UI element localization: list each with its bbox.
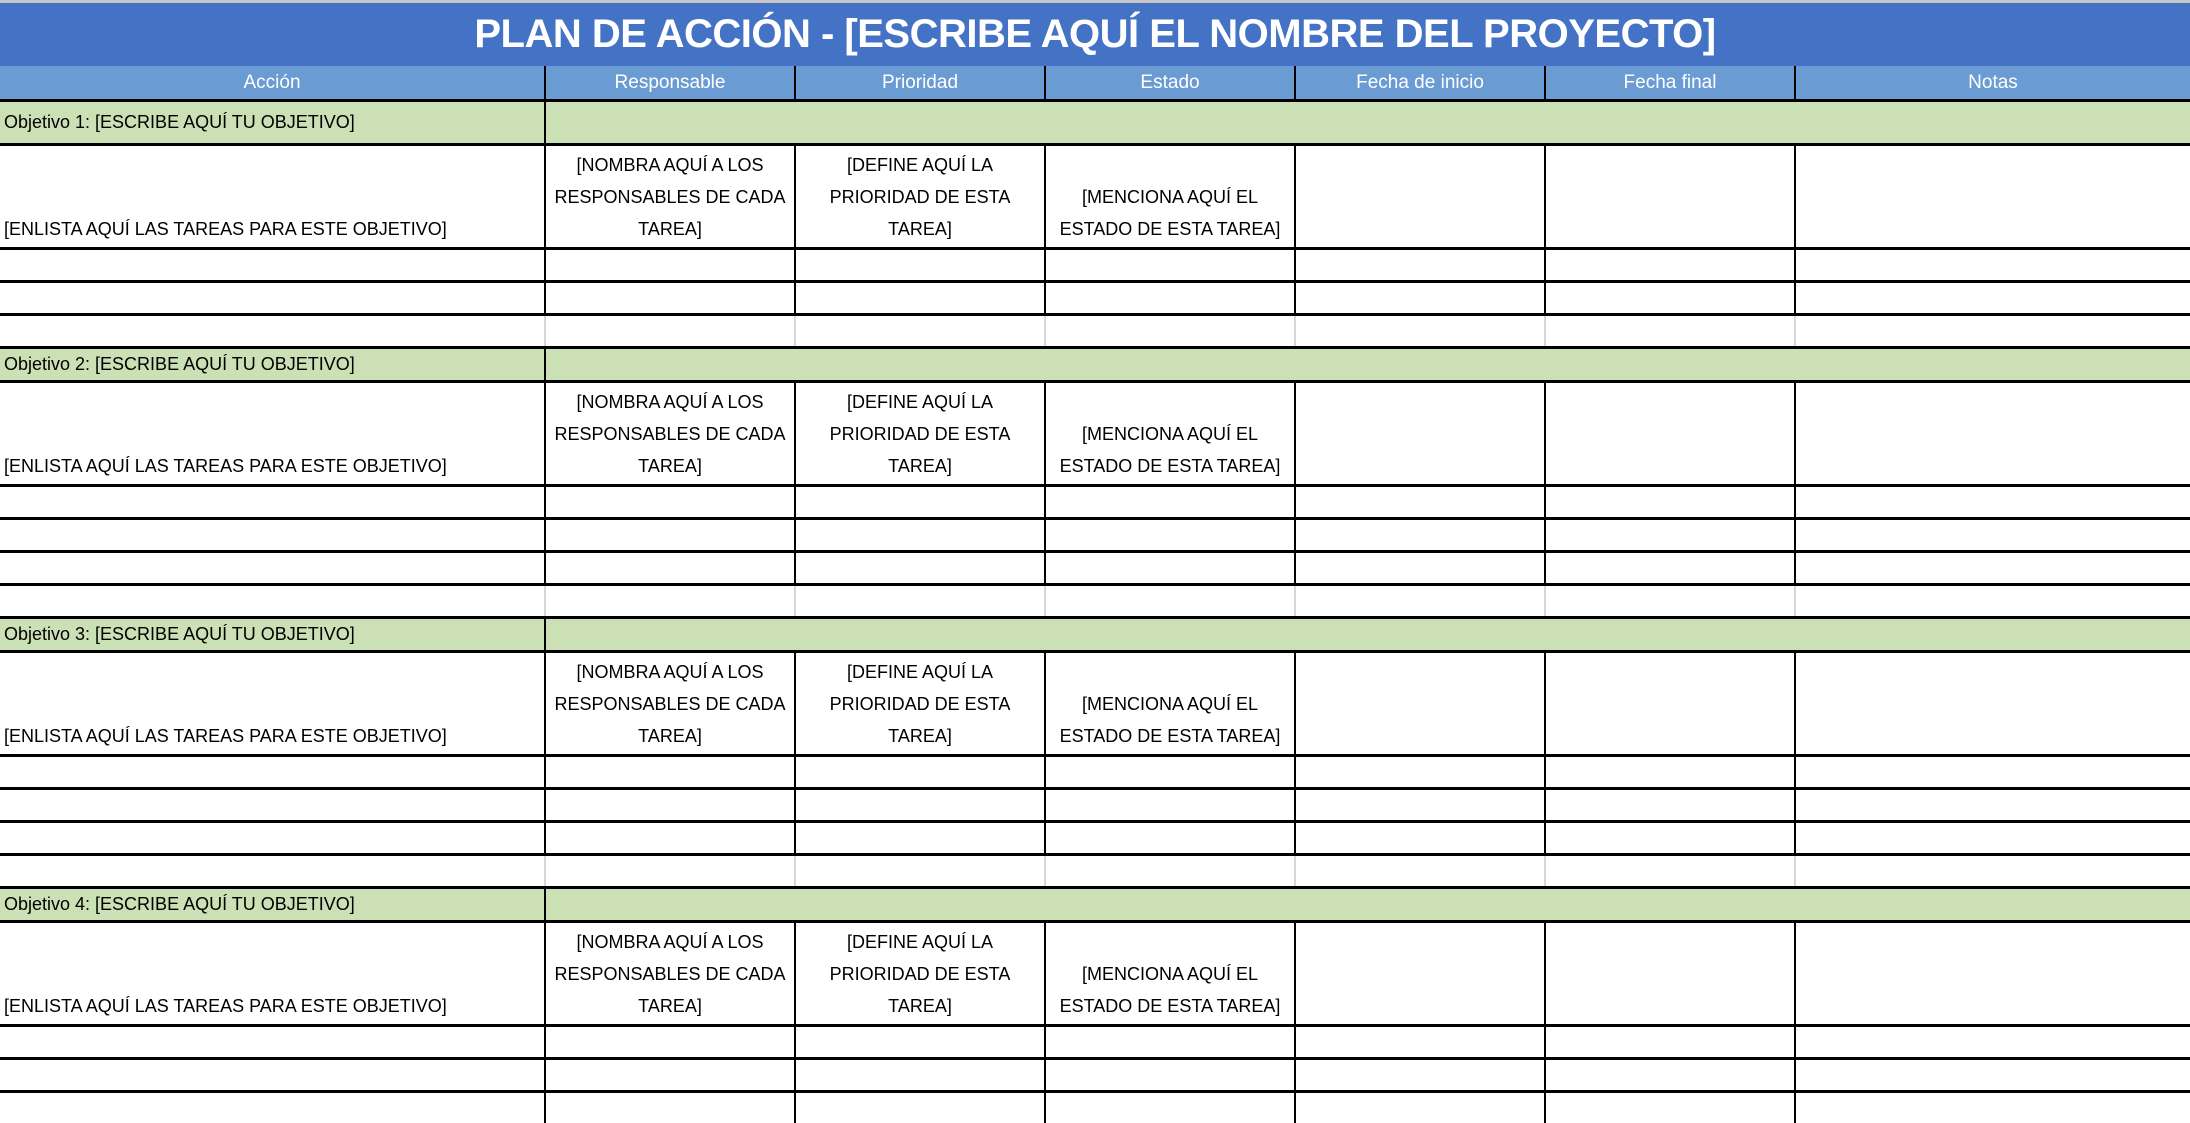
task-row bbox=[0, 382, 2190, 486]
notes-cell[interactable] bbox=[1795, 1059, 2190, 1092]
plan-title[interactable]: PLAN DE ACCIÓN - [ESCRIBE AQUÍ EL NOMBRE DEL PROYECTO] bbox=[0, 3, 2190, 66]
objective-fill-cell[interactable] bbox=[545, 101, 2190, 145]
start-date-cell[interactable] bbox=[1295, 282, 1545, 315]
start-date-cell[interactable] bbox=[1295, 315, 1545, 348]
task-cell[interactable]: [ENLISTA AQUÍ LAS TAREAS PARA ESTE OBJETIVO] bbox=[0, 145, 545, 249]
priority-cell[interactable] bbox=[795, 519, 1045, 552]
priority-cell[interactable]: [DEFINE AQUÍ LA PRIORIDAD DE ESTA TAREA] bbox=[795, 652, 1045, 756]
notes-cell[interactable] bbox=[1795, 922, 2190, 1026]
notes-cell[interactable] bbox=[1795, 486, 2190, 519]
priority-cell[interactable] bbox=[795, 1026, 1045, 1059]
priority-cell[interactable] bbox=[795, 585, 1045, 618]
status-cell[interactable] bbox=[1045, 519, 1295, 552]
blank-task-row bbox=[0, 249, 2190, 282]
start-date-cell[interactable] bbox=[1295, 486, 1545, 519]
end-date-cell[interactable] bbox=[1545, 855, 1795, 888]
action-cell[interactable] bbox=[0, 789, 545, 822]
start-date-cell[interactable] bbox=[1295, 249, 1545, 282]
responsible-cell[interactable] bbox=[545, 1092, 795, 1123]
responsible-cell[interactable]: [NOMBRA AQUÍ A LOS RESPONSABLES DE CADA TAREA] bbox=[545, 145, 795, 249]
status-cell[interactable] bbox=[1045, 789, 1295, 822]
responsible-cell[interactable] bbox=[545, 585, 795, 618]
status-cell[interactable] bbox=[1045, 249, 1295, 282]
status-cell[interactable] bbox=[1045, 552, 1295, 585]
action-cell[interactable] bbox=[0, 1059, 545, 1092]
blank-task-row bbox=[0, 519, 2190, 552]
objective-row bbox=[0, 618, 2190, 652]
header-fecha-inicio[interactable]: Fecha de inicio bbox=[1295, 66, 1545, 101]
objective-cell[interactable]: Objetivo 3: [ESCRIBE AQUÍ TU OBJETIVO] bbox=[0, 618, 545, 652]
notes-cell[interactable] bbox=[1795, 249, 2190, 282]
start-date-cell[interactable] bbox=[1295, 1026, 1545, 1059]
objective-row bbox=[0, 888, 2190, 922]
notes-cell[interactable] bbox=[1795, 855, 2190, 888]
blank-task-row bbox=[0, 486, 2190, 519]
spacer-row bbox=[0, 585, 2190, 618]
status-cell[interactable] bbox=[1045, 315, 1295, 348]
end-date-cell[interactable] bbox=[1545, 652, 1795, 756]
priority-cell[interactable] bbox=[795, 789, 1045, 822]
responsible-cell[interactable] bbox=[545, 552, 795, 585]
status-cell[interactable] bbox=[1045, 585, 1295, 618]
end-date-cell[interactable] bbox=[1545, 282, 1795, 315]
end-date-cell[interactable] bbox=[1545, 789, 1795, 822]
end-date-cell[interactable] bbox=[1545, 315, 1795, 348]
blank-task-row bbox=[0, 822, 2190, 855]
status-cell[interactable]: [MENCIONA AQUÍ EL ESTADO DE ESTA TAREA] bbox=[1045, 652, 1295, 756]
header-responsable[interactable]: Responsable bbox=[545, 66, 795, 101]
end-date-cell[interactable] bbox=[1545, 519, 1795, 552]
start-date-cell[interactable] bbox=[1295, 1059, 1545, 1092]
status-cell[interactable]: [MENCIONA AQUÍ EL ESTADO DE ESTA TAREA] bbox=[1045, 145, 1295, 249]
responsible-cell[interactable]: [NOMBRA AQUÍ A LOS RESPONSABLES DE CADA TAREA] bbox=[545, 382, 795, 486]
status-cell[interactable] bbox=[1045, 855, 1295, 888]
responsible-cell[interactable] bbox=[545, 249, 795, 282]
action-cell[interactable] bbox=[0, 552, 545, 585]
start-date-cell[interactable] bbox=[1295, 1092, 1545, 1123]
priority-cell[interactable] bbox=[795, 756, 1045, 789]
header-row bbox=[0, 66, 2190, 101]
priority-cell[interactable] bbox=[795, 282, 1045, 315]
end-date-cell[interactable] bbox=[1545, 585, 1795, 618]
status-cell[interactable]: [MENCIONA AQUÍ EL ESTADO DE ESTA TAREA] bbox=[1045, 382, 1295, 486]
header-prioridad[interactable]: Prioridad bbox=[795, 66, 1045, 101]
notes-cell[interactable] bbox=[1795, 822, 2190, 855]
notes-cell[interactable] bbox=[1795, 1026, 2190, 1059]
notes-cell[interactable] bbox=[1795, 145, 2190, 249]
header-notas[interactable]: Notas bbox=[1795, 66, 2190, 101]
action-cell[interactable] bbox=[0, 1026, 545, 1059]
responsible-cell[interactable] bbox=[545, 282, 795, 315]
objective-fill-cell[interactable] bbox=[545, 888, 2190, 922]
end-date-cell[interactable] bbox=[1545, 249, 1795, 282]
action-plan-table bbox=[0, 66, 2190, 1123]
start-date-cell[interactable] bbox=[1295, 822, 1545, 855]
end-date-cell[interactable] bbox=[1545, 382, 1795, 486]
responsible-cell[interactable] bbox=[545, 1059, 795, 1092]
status-cell[interactable] bbox=[1045, 1092, 1295, 1123]
blank-task-row bbox=[0, 1092, 2190, 1123]
responsible-cell[interactable] bbox=[545, 822, 795, 855]
task-row bbox=[0, 652, 2190, 756]
task-row bbox=[0, 145, 2190, 249]
end-date-cell[interactable] bbox=[1545, 922, 1795, 1026]
end-date-cell[interactable] bbox=[1545, 1026, 1795, 1059]
objective-cell[interactable]: Objetivo 4: [ESCRIBE AQUÍ TU OBJETIVO] bbox=[0, 888, 545, 922]
action-cell[interactable] bbox=[0, 486, 545, 519]
responsible-cell[interactable]: [NOMBRA AQUÍ A LOS RESPONSABLES DE CADA TAREA] bbox=[545, 652, 795, 756]
responsible-cell[interactable] bbox=[545, 855, 795, 888]
action-cell[interactable] bbox=[0, 585, 545, 618]
blank-task-row bbox=[0, 789, 2190, 822]
notes-cell[interactable] bbox=[1795, 519, 2190, 552]
blank-task-row bbox=[0, 1059, 2190, 1092]
start-date-cell[interactable] bbox=[1295, 145, 1545, 249]
priority-cell[interactable] bbox=[795, 249, 1045, 282]
action-cell[interactable] bbox=[0, 282, 545, 315]
status-cell[interactable] bbox=[1045, 1059, 1295, 1092]
notes-cell[interactable] bbox=[1795, 315, 2190, 348]
notes-cell[interactable] bbox=[1795, 382, 2190, 486]
priority-cell[interactable] bbox=[795, 315, 1045, 348]
priority-cell[interactable]: [DEFINE AQUÍ LA PRIORIDAD DE ESTA TAREA] bbox=[795, 145, 1045, 249]
notes-cell[interactable] bbox=[1795, 552, 2190, 585]
priority-cell[interactable] bbox=[795, 855, 1045, 888]
action-cell[interactable] bbox=[0, 249, 545, 282]
action-cell[interactable] bbox=[0, 315, 545, 348]
objective-row bbox=[0, 101, 2190, 145]
objective-row bbox=[0, 348, 2190, 382]
priority-cell[interactable] bbox=[795, 1059, 1045, 1092]
notes-cell[interactable] bbox=[1795, 789, 2190, 822]
responsible-cell[interactable] bbox=[545, 789, 795, 822]
status-cell[interactable] bbox=[1045, 822, 1295, 855]
task-cell[interactable]: [ENLISTA AQUÍ LAS TAREAS PARA ESTE OBJETIVO] bbox=[0, 922, 545, 1026]
responsible-cell[interactable] bbox=[545, 486, 795, 519]
end-date-cell[interactable] bbox=[1545, 486, 1795, 519]
status-cell[interactable] bbox=[1045, 486, 1295, 519]
objective-fill-cell[interactable] bbox=[545, 618, 2190, 652]
task-cell[interactable]: [ENLISTA AQUÍ LAS TAREAS PARA ESTE OBJETIVO] bbox=[0, 652, 545, 756]
priority-cell[interactable] bbox=[795, 822, 1045, 855]
start-date-cell[interactable] bbox=[1295, 519, 1545, 552]
objective-cell[interactable]: Objetivo 1: [ESCRIBE AQUÍ TU OBJETIVO] bbox=[0, 101, 545, 145]
start-date-cell[interactable] bbox=[1295, 855, 1545, 888]
blank-task-row bbox=[0, 552, 2190, 585]
blank-task-row bbox=[0, 282, 2190, 315]
status-cell[interactable] bbox=[1045, 282, 1295, 315]
status-cell[interactable] bbox=[1045, 756, 1295, 789]
blank-task-row bbox=[0, 1026, 2190, 1059]
status-cell[interactable]: [MENCIONA AQUÍ EL ESTADO DE ESTA TAREA] bbox=[1045, 922, 1295, 1026]
notes-cell[interactable] bbox=[1795, 282, 2190, 315]
start-date-cell[interactable] bbox=[1295, 789, 1545, 822]
spacer-row bbox=[0, 855, 2190, 888]
objective-fill-cell[interactable] bbox=[545, 348, 2190, 382]
task-cell[interactable]: [ENLISTA AQUÍ LAS TAREAS PARA ESTE OBJETIVO] bbox=[0, 382, 545, 486]
priority-cell[interactable]: [DEFINE AQUÍ LA PRIORIDAD DE ESTA TAREA] bbox=[795, 922, 1045, 1026]
notes-cell[interactable] bbox=[1795, 756, 2190, 789]
task-row bbox=[0, 922, 2190, 1026]
action-cell[interactable] bbox=[0, 855, 545, 888]
priority-cell[interactable] bbox=[795, 1092, 1045, 1123]
spacer-row bbox=[0, 315, 2190, 348]
start-date-cell[interactable] bbox=[1295, 756, 1545, 789]
start-date-cell[interactable] bbox=[1295, 382, 1545, 486]
end-date-cell[interactable] bbox=[1545, 552, 1795, 585]
responsible-cell[interactable] bbox=[545, 756, 795, 789]
priority-cell[interactable]: [DEFINE AQUÍ LA PRIORIDAD DE ESTA TAREA] bbox=[795, 382, 1045, 486]
priority-cell[interactable] bbox=[795, 486, 1045, 519]
action-cell[interactable] bbox=[0, 1092, 545, 1123]
responsible-cell[interactable] bbox=[545, 315, 795, 348]
action-cell[interactable] bbox=[0, 519, 545, 552]
header-accion[interactable]: Acción bbox=[0, 66, 545, 101]
end-date-cell[interactable] bbox=[1545, 1059, 1795, 1092]
end-date-cell[interactable] bbox=[1545, 822, 1795, 855]
notes-cell[interactable] bbox=[1795, 585, 2190, 618]
start-date-cell[interactable] bbox=[1295, 585, 1545, 618]
action-cell[interactable] bbox=[0, 822, 545, 855]
notes-cell[interactable] bbox=[1795, 652, 2190, 756]
priority-cell[interactable] bbox=[795, 552, 1045, 585]
end-date-cell[interactable] bbox=[1545, 145, 1795, 249]
header-estado[interactable]: Estado bbox=[1045, 66, 1295, 101]
responsible-cell[interactable]: [NOMBRA AQUÍ A LOS RESPONSABLES DE CADA TAREA] bbox=[545, 922, 795, 1026]
start-date-cell[interactable] bbox=[1295, 652, 1545, 756]
responsible-cell[interactable] bbox=[545, 519, 795, 552]
action-cell[interactable] bbox=[0, 756, 545, 789]
notes-cell[interactable] bbox=[1795, 1092, 2190, 1123]
objective-cell[interactable]: Objetivo 2: [ESCRIBE AQUÍ TU OBJETIVO] bbox=[0, 348, 545, 382]
start-date-cell[interactable] bbox=[1295, 552, 1545, 585]
end-date-cell[interactable] bbox=[1545, 756, 1795, 789]
blank-task-row bbox=[0, 756, 2190, 789]
header-fecha-final[interactable]: Fecha final bbox=[1545, 66, 1795, 101]
status-cell[interactable] bbox=[1045, 1026, 1295, 1059]
start-date-cell[interactable] bbox=[1295, 922, 1545, 1026]
responsible-cell[interactable] bbox=[545, 1026, 795, 1059]
end-date-cell[interactable] bbox=[1545, 1092, 1795, 1123]
